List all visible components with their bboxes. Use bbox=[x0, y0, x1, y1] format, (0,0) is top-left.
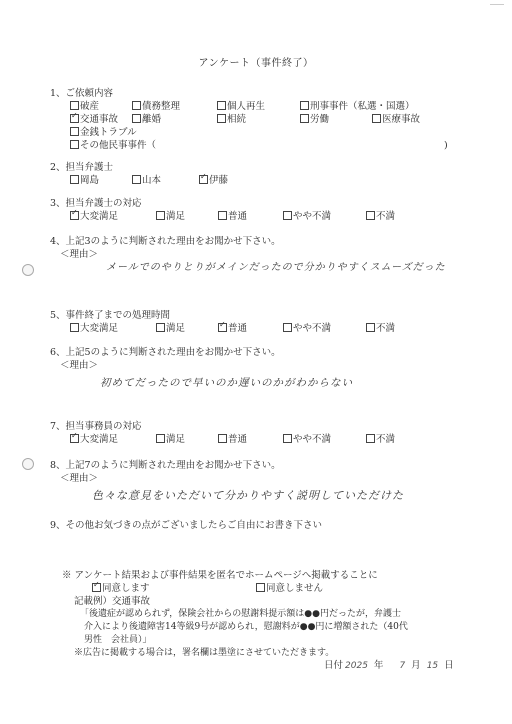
checkbox-checked[interactable] bbox=[70, 211, 79, 220]
checkbox[interactable] bbox=[70, 140, 79, 149]
checkbox[interactable] bbox=[132, 175, 141, 184]
checkbox[interactable] bbox=[218, 434, 227, 443]
q9-heading: 9、その他お気づきの点がございましたらご自由にお書き下さい bbox=[50, 520, 323, 531]
q4-heading: 4、上記3のように判断された理由をお聞かせ下さい。 bbox=[50, 236, 281, 247]
q1-option[interactable]: 労働 bbox=[300, 114, 329, 126]
q7-heading: 7、担当事務員の対応 bbox=[50, 421, 142, 432]
q7-option[interactable]: 不満 bbox=[366, 434, 395, 446]
checkbox[interactable] bbox=[132, 114, 141, 123]
q7-option[interactable]: 普通 bbox=[218, 434, 247, 446]
q3-option[interactable]: ✓大変満足 bbox=[70, 211, 118, 223]
date-year-unit: 年 bbox=[373, 660, 384, 671]
checkbox[interactable] bbox=[283, 211, 292, 220]
q7-option[interactable]: やや不満 bbox=[283, 434, 331, 446]
checkbox[interactable] bbox=[156, 434, 165, 443]
consent-disagree-option[interactable]: 同意しません bbox=[256, 583, 323, 595]
q5-heading: 5、事件終了までの処理時間 bbox=[50, 310, 171, 321]
checkbox[interactable] bbox=[366, 211, 375, 220]
checkbox[interactable] bbox=[70, 101, 79, 110]
q3-option[interactable]: 不満 bbox=[366, 211, 395, 223]
q2-heading: 2、担当弁護士 bbox=[50, 162, 114, 173]
checkbox[interactable] bbox=[70, 323, 79, 332]
date-month-unit: 月 bbox=[411, 660, 421, 671]
q6-reason-label: ＜理由＞ bbox=[60, 360, 99, 371]
date-day-value: 15 bbox=[426, 661, 439, 671]
q4-handwritten-answer: メールでのやりとりがメインだったので分かりやすくスムーズだった bbox=[106, 262, 446, 273]
checkbox-checked[interactable] bbox=[70, 114, 79, 123]
q3-option[interactable]: やや不満 bbox=[283, 211, 331, 223]
example-line: 介入により後遺障害14等級9号が認められ，慰謝料が●●円に増額された（40代 bbox=[84, 622, 408, 632]
q4-reason-label: ＜理由＞ bbox=[60, 249, 99, 260]
checkbox[interactable] bbox=[70, 175, 79, 184]
q8-reason-label: ＜理由＞ bbox=[60, 473, 99, 484]
date-field bbox=[324, 660, 454, 672]
q3-option[interactable]: 満足 bbox=[156, 211, 185, 223]
checkbox[interactable] bbox=[372, 114, 381, 123]
date-label: 日付 bbox=[324, 660, 344, 671]
q3-option[interactable]: 普通 bbox=[218, 211, 247, 223]
consent-intro: ※ アンケート結果および事件結果を匿名でホームページへ掲載することに bbox=[62, 570, 378, 581]
q8-heading: 8、上記7のように判断された理由をお聞かせ下さい。 bbox=[50, 460, 281, 471]
checkbox[interactable] bbox=[132, 101, 141, 110]
checkbox-checked[interactable] bbox=[70, 434, 79, 443]
checkbox[interactable] bbox=[256, 583, 265, 592]
checkbox-checked[interactable] bbox=[92, 583, 101, 592]
q6-handwritten-answer: 初めてだったので早いのか遅いのかがわからない bbox=[100, 377, 353, 389]
checkbox[interactable] bbox=[156, 211, 165, 220]
checkbox[interactable] bbox=[156, 323, 165, 332]
q6-heading: 6、上記5のように判断された理由をお聞かせ下さい。 bbox=[50, 347, 281, 358]
q5-option[interactable]: 満足 bbox=[156, 323, 185, 335]
q8-handwritten-answer: 色々な意見をいただいて分かりやすく説明していただけた bbox=[92, 489, 404, 502]
scan-edge-mark bbox=[490, 4, 504, 17]
q2-option[interactable]: 岡島 bbox=[70, 175, 99, 187]
q1-option[interactable]: ✓交通事故 bbox=[70, 114, 118, 126]
checkbox[interactable] bbox=[300, 101, 309, 110]
q7-option[interactable]: ✓大変満足 bbox=[70, 434, 118, 446]
example-line: 男性 会社員）」 bbox=[84, 635, 152, 645]
checkbox[interactable] bbox=[366, 434, 375, 443]
binder-hole bbox=[22, 458, 34, 470]
q3-heading: 3、担当弁護士の対応 bbox=[50, 198, 142, 209]
q1-option[interactable]: 金銭トラブル bbox=[70, 127, 137, 139]
q1-heading: 1、ご依頼内容 bbox=[50, 88, 114, 99]
q1-option[interactable]: 個人再生 bbox=[217, 101, 265, 113]
date-month-value: 7 bbox=[399, 661, 406, 671]
q2-option[interactable]: ✓ 伊藤 bbox=[199, 175, 228, 187]
q5-option[interactable]: 大変満足 bbox=[70, 323, 118, 335]
date-day-unit: 日 bbox=[444, 660, 454, 671]
checkbox[interactable] bbox=[217, 101, 226, 110]
q1-option[interactable]: 医療事故 bbox=[372, 114, 420, 126]
checkbox-checked[interactable] bbox=[218, 323, 227, 332]
q1-option-other[interactable]: その他民事事件（ bbox=[70, 140, 156, 152]
ad-notice: ※広告に掲載する場合は，署名欄は墨塗にさせていただきます。 bbox=[74, 648, 335, 658]
binder-hole bbox=[22, 264, 34, 276]
page-title: アンケート（事件終了） bbox=[198, 58, 314, 69]
example-label: 記載例）交通事故 bbox=[74, 596, 151, 607]
q7-option[interactable]: 満足 bbox=[156, 434, 185, 446]
q1-option[interactable]: 相続 bbox=[217, 114, 246, 126]
checkbox[interactable] bbox=[70, 127, 79, 136]
consent-agree-option[interactable]: ✓同意します bbox=[92, 583, 150, 595]
q1-option[interactable]: 刑事事件（私選・国選） bbox=[300, 101, 415, 113]
checkbox[interactable] bbox=[283, 323, 292, 332]
checkbox[interactable] bbox=[217, 114, 226, 123]
q1-option[interactable]: 債務整理 bbox=[132, 101, 180, 113]
checkbox[interactable] bbox=[366, 323, 375, 332]
example-line: 「後遺症が認められず，保険会社からの慰謝料提示額は●●円だったが，弁護士 bbox=[80, 609, 401, 619]
q2-option[interactable]: 山本 bbox=[132, 175, 161, 187]
checkbox-checked[interactable] bbox=[199, 175, 208, 184]
q5-option[interactable]: 不満 bbox=[366, 323, 395, 335]
date-year-value: 2025 bbox=[345, 661, 368, 671]
checkbox[interactable] bbox=[283, 434, 292, 443]
q1-close-paren: ) bbox=[444, 140, 448, 151]
q5-option[interactable]: やや不満 bbox=[283, 323, 331, 335]
checkbox[interactable] bbox=[300, 114, 309, 123]
q1-option[interactable]: 破産 bbox=[70, 101, 99, 113]
q5-option[interactable]: ✓ 普通 bbox=[218, 323, 247, 335]
q1-option[interactable]: 離婚 bbox=[132, 114, 161, 126]
checkbox[interactable] bbox=[218, 211, 227, 220]
